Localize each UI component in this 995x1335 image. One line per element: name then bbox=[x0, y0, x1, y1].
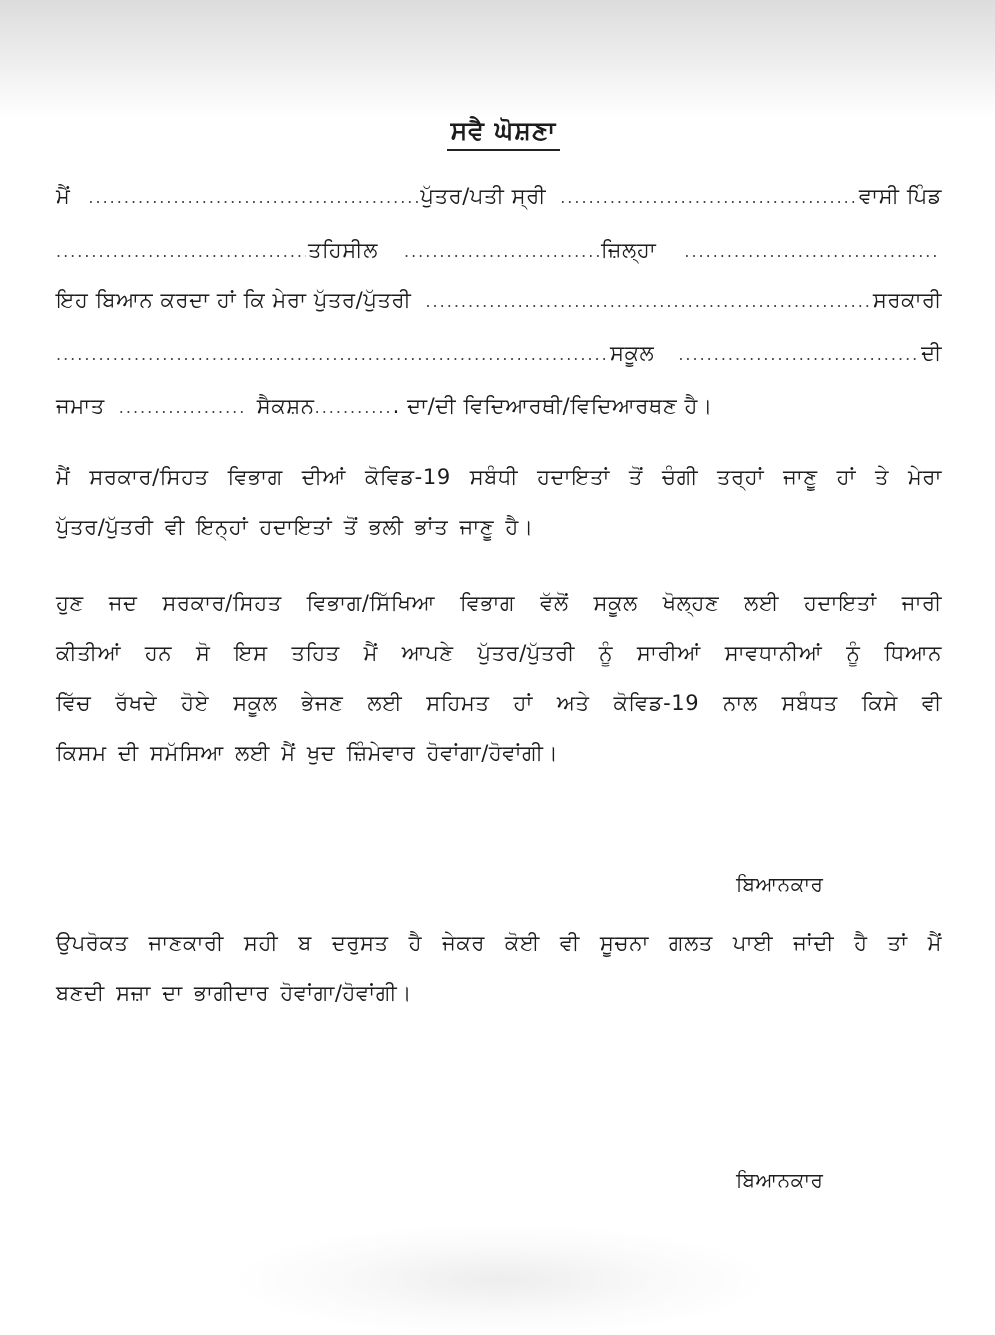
form-line-name bbox=[56, 184, 942, 209]
paragraph-line: ਕੀਤੀਆਂ ਹਨ ਸੋ ਇਸ ਤਹਿਤ ਮੈਂ ਆਪਣੇ ਪੁੱਤਰ/ਪੁੱਤਰੀ ਨੂੰ ਸਾਰੀਆਂ ਸਾਵਧਾਨੀਆਂ ਨੂੰ ਧਿਆਨ bbox=[56, 641, 942, 665]
tehsil-blank-field[interactable] bbox=[404, 242, 599, 261]
paragraph-line: ਬਣਦੀ ਸਜ਼ਾ ਦਾ ਭਾਗੀਦਾਰ ਹੋਵਾਂਗਾ/ਹੋਵਾਂਗੀ। bbox=[56, 981, 412, 1005]
label-i: ਮੈਂ bbox=[56, 184, 71, 208]
name-blank-field[interactable] bbox=[88, 188, 418, 207]
label-tehsil: ਤਹਿਸੀਲ bbox=[308, 238, 378, 262]
signature-label-declarant-final: ਬਿਆਨਕਾਰ bbox=[736, 1168, 824, 1192]
paragraph-line: ਮੈਂ ਸਰਕਾਰ/ਸਿਹਤ ਵਿਭਾਗ ਦੀਆਂ ਕੋਵਿਡ-19 ਸਬੰਧੀ ਹਦਾਇਤਾਂ ਤੋਂ ਚੰਗੀ ਤਰ੍ਹਾਂ ਜਾਣੂ ਹਾਂ ਤੇ ਮੇਰਾ bbox=[56, 465, 942, 489]
paragraph-line: ਵਿੱਚ ਰੱਖਦੇ ਹੋਏ ਸਕੂਲ ਭੇਜਣ ਲਈ ਸਹਿਮਤ ਹਾਂ ਅਤੇ ਕੋਵਿਡ-19 ਨਾਲ ਸਬੰਧਤ ਕਿਸੇ ਵੀ bbox=[56, 691, 942, 715]
paragraph-line: ਉਪਰੋਕਤ ਜਾਣਕਾਰੀ ਸਹੀ ਬ ਦਰੁਸਤ ਹੈ ਜੇਕਰ ਕੋਈ ਵੀ ਸੂਚਨਾ ਗਲਤ ਪਾਈ ਜਾਂਦੀ ਹੈ ਤਾਂ ਮੈਂ bbox=[56, 931, 942, 955]
child-name-blank-field[interactable] bbox=[425, 292, 870, 311]
label-government: ਸਰਕਾਰੀ bbox=[872, 288, 942, 312]
class-blank-field[interactable] bbox=[119, 398, 243, 417]
paragraph-line: ਹੁਣ ਜਦ ਸਰਕਾਰ/ਸਿਹਤ ਵਿਭਾਗ/ਸਿੱਖਿਆ ਵਿਭਾਗ ਵੱਲੋਂ ਸਕੂਲ ਖੋਲ੍ਹਣ ਲਈ ਹਦਾਇਤਾਂ ਜਾਰੀ bbox=[56, 591, 942, 615]
district-blank-field[interactable] bbox=[684, 242, 940, 261]
paragraph-line: ਪੁੱਤਰ/ਪੁੱਤਰੀ ਵੀ ਇਨ੍ਹਾਂ ਹਦਾਇਤਾਂ ਤੋਂ ਭਲੀ ਭਾਂਤ ਜਾਣੂ ਹੈ। bbox=[56, 515, 534, 539]
document-title-wrapper bbox=[0, 116, 995, 151]
paragraph-verification bbox=[56, 918, 942, 1018]
signature-label-declarant: ਬਿਆਨਕਾਰ bbox=[736, 872, 824, 896]
statement-text: ਇਹ ਬਿਆਨ ਕਰਦਾ ਹਾਂ ਕਿ ਮੇਰਾ ਪੁੱਤਰ/ਪੁੱਤਰੀ bbox=[56, 288, 412, 312]
label-district: ਜ਼ਿਲ੍ਹਾ bbox=[601, 238, 657, 262]
form-line-class bbox=[56, 394, 942, 419]
school-name-blank-field[interactable] bbox=[56, 345, 608, 364]
father-husband-name-blank-field[interactable] bbox=[560, 188, 857, 207]
form-line-address bbox=[56, 238, 942, 263]
paragraph-covid-awareness bbox=[56, 452, 942, 552]
label-son-wife-of: ਪੁੱਤਰ/ਪਤੀ ਸ੍ਰੀ bbox=[420, 184, 547, 208]
school-place-blank-field[interactable] bbox=[678, 345, 919, 364]
document-title: ਸਵੈ ਘੋਸ਼ਣਾ bbox=[447, 116, 561, 151]
label-section: ਸੈਕਸ਼ਨ bbox=[256, 394, 315, 418]
paragraph-line: ਕਿਸਮ ਦੀ ਸਮੱਸਿਆ ਲਈ ਮੈਂ ਖੁਦ ਜ਼ਿੰਮੇਵਾਰ ਹੋਵਾਂਗਾ/ਹੋਵਾਂਗੀ। bbox=[56, 741, 559, 765]
section-blank-field[interactable] bbox=[315, 398, 391, 417]
form-line-statement bbox=[56, 288, 942, 313]
paragraph-school-consent bbox=[56, 578, 942, 778]
form-line-school bbox=[56, 341, 942, 366]
label-resident-village: ਵਾਸੀ ਪਿੰਡ bbox=[858, 184, 942, 208]
label-of: ਦੀ bbox=[921, 341, 942, 365]
label-school: ਸਕੂਲ bbox=[610, 341, 655, 365]
village-blank-field[interactable] bbox=[56, 242, 306, 261]
student-status-text: . ਦਾ/ਦੀ ਵਿਦਿਆਰਥੀ/ਵਿਦਿਆਰਥਣ ਹੈ। bbox=[392, 394, 713, 418]
label-class: ਜਮਾਤ bbox=[56, 394, 105, 418]
